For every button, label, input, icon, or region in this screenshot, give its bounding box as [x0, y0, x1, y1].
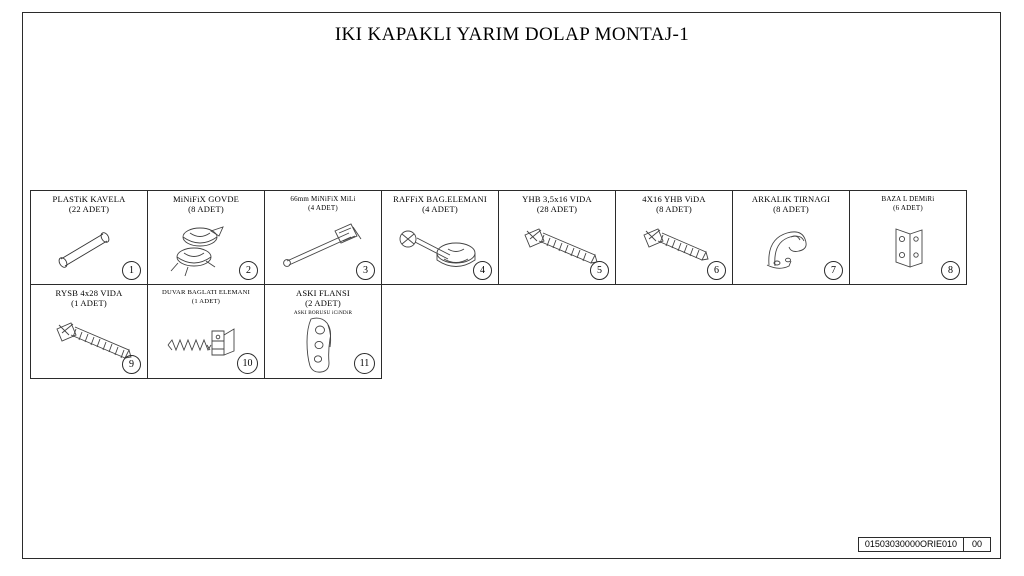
part-label-group	[265, 195, 381, 212]
part-name: ASKI FLANSI	[296, 288, 350, 298]
part-number: 10	[237, 353, 258, 374]
part-name: BAZA L DEMiRi	[881, 195, 935, 203]
table-row	[30, 284, 966, 378]
part-cell-3[interactable]	[264, 190, 382, 285]
part-number: 5	[590, 261, 609, 280]
part-note: ASKI BORUSU iCiNDiR	[293, 309, 353, 316]
part-quantity: (8 ADET)	[773, 203, 809, 214]
part-name: MiNiFiX GOVDE	[172, 194, 240, 204]
part-number: 11	[354, 353, 375, 374]
page-title: IKI KAPAKLI YARIM DOLAP MONTAJ-1	[334, 24, 690, 45]
parts-legend-table	[30, 190, 966, 378]
part-label-group	[499, 195, 615, 215]
part-label-group	[31, 289, 147, 309]
part-name: 66mm MiNiFiX MiLi	[290, 195, 356, 203]
part-label-group	[616, 195, 732, 215]
part-label-group	[148, 289, 264, 305]
part-cell-4[interactable]	[381, 190, 499, 285]
table-row	[30, 190, 966, 284]
part-quantity: (4 ADET)	[308, 204, 338, 213]
part-label-group	[382, 195, 498, 215]
part-cell-8[interactable]	[849, 190, 967, 285]
part-cell-6[interactable]	[615, 190, 733, 285]
part-quantity: (22 ADET)	[68, 203, 110, 214]
part-name: RAFFiX BAG.ELEMANI	[393, 194, 487, 204]
part-cell-10[interactable]	[147, 284, 265, 379]
part-name: DUVAR BAGLATI ELEMANI	[162, 289, 250, 296]
part-cell-7[interactable]	[732, 190, 850, 285]
part-cell-1[interactable]	[30, 190, 148, 285]
part-label-group	[850, 195, 966, 212]
revision-number: 00	[971, 539, 982, 549]
part-number: 8	[941, 261, 960, 280]
part-number: 6	[707, 261, 726, 280]
part-quantity: (28 ADET)	[536, 203, 578, 214]
part-name: ARKALIK TIRNAGI	[751, 194, 831, 204]
part-name: 4X16 YHB ViDA	[642, 194, 706, 204]
part-cell-11[interactable]	[264, 284, 382, 379]
part-number: 7	[824, 261, 843, 280]
part-quantity: (6 ADET)	[893, 204, 923, 213]
part-quantity: (2 ADET)	[305, 297, 341, 308]
part-quantity: (8 ADET)	[656, 203, 692, 214]
title-block	[858, 537, 991, 552]
part-number: 2	[239, 261, 258, 280]
part-quantity: (4 ADET)	[422, 203, 458, 214]
part-quantity: (1 ADET)	[191, 297, 221, 305]
part-label-group	[31, 195, 147, 215]
part-quantity: (8 ADET)	[188, 203, 224, 214]
part-number: 3	[356, 261, 375, 280]
part-name: YHB 3,5x16 VIDA	[522, 194, 592, 204]
part-number: 9	[122, 355, 141, 374]
part-name: RYSB 4x28 VIDA	[55, 288, 123, 298]
part-cell-5[interactable]	[498, 190, 616, 285]
part-label-group	[733, 195, 849, 215]
drawing-code: 01503030000ORIE010	[859, 538, 964, 551]
part-number: 4	[473, 261, 492, 280]
part-cell-9[interactable]	[30, 284, 148, 379]
part-cell-2[interactable]	[147, 190, 265, 285]
part-quantity: (1 ADET)	[71, 297, 107, 308]
part-label-group	[265, 289, 381, 317]
part-number: 1	[122, 261, 141, 280]
part-label-group	[148, 195, 264, 215]
part-name: PLASTiK KAVELA	[52, 194, 126, 204]
